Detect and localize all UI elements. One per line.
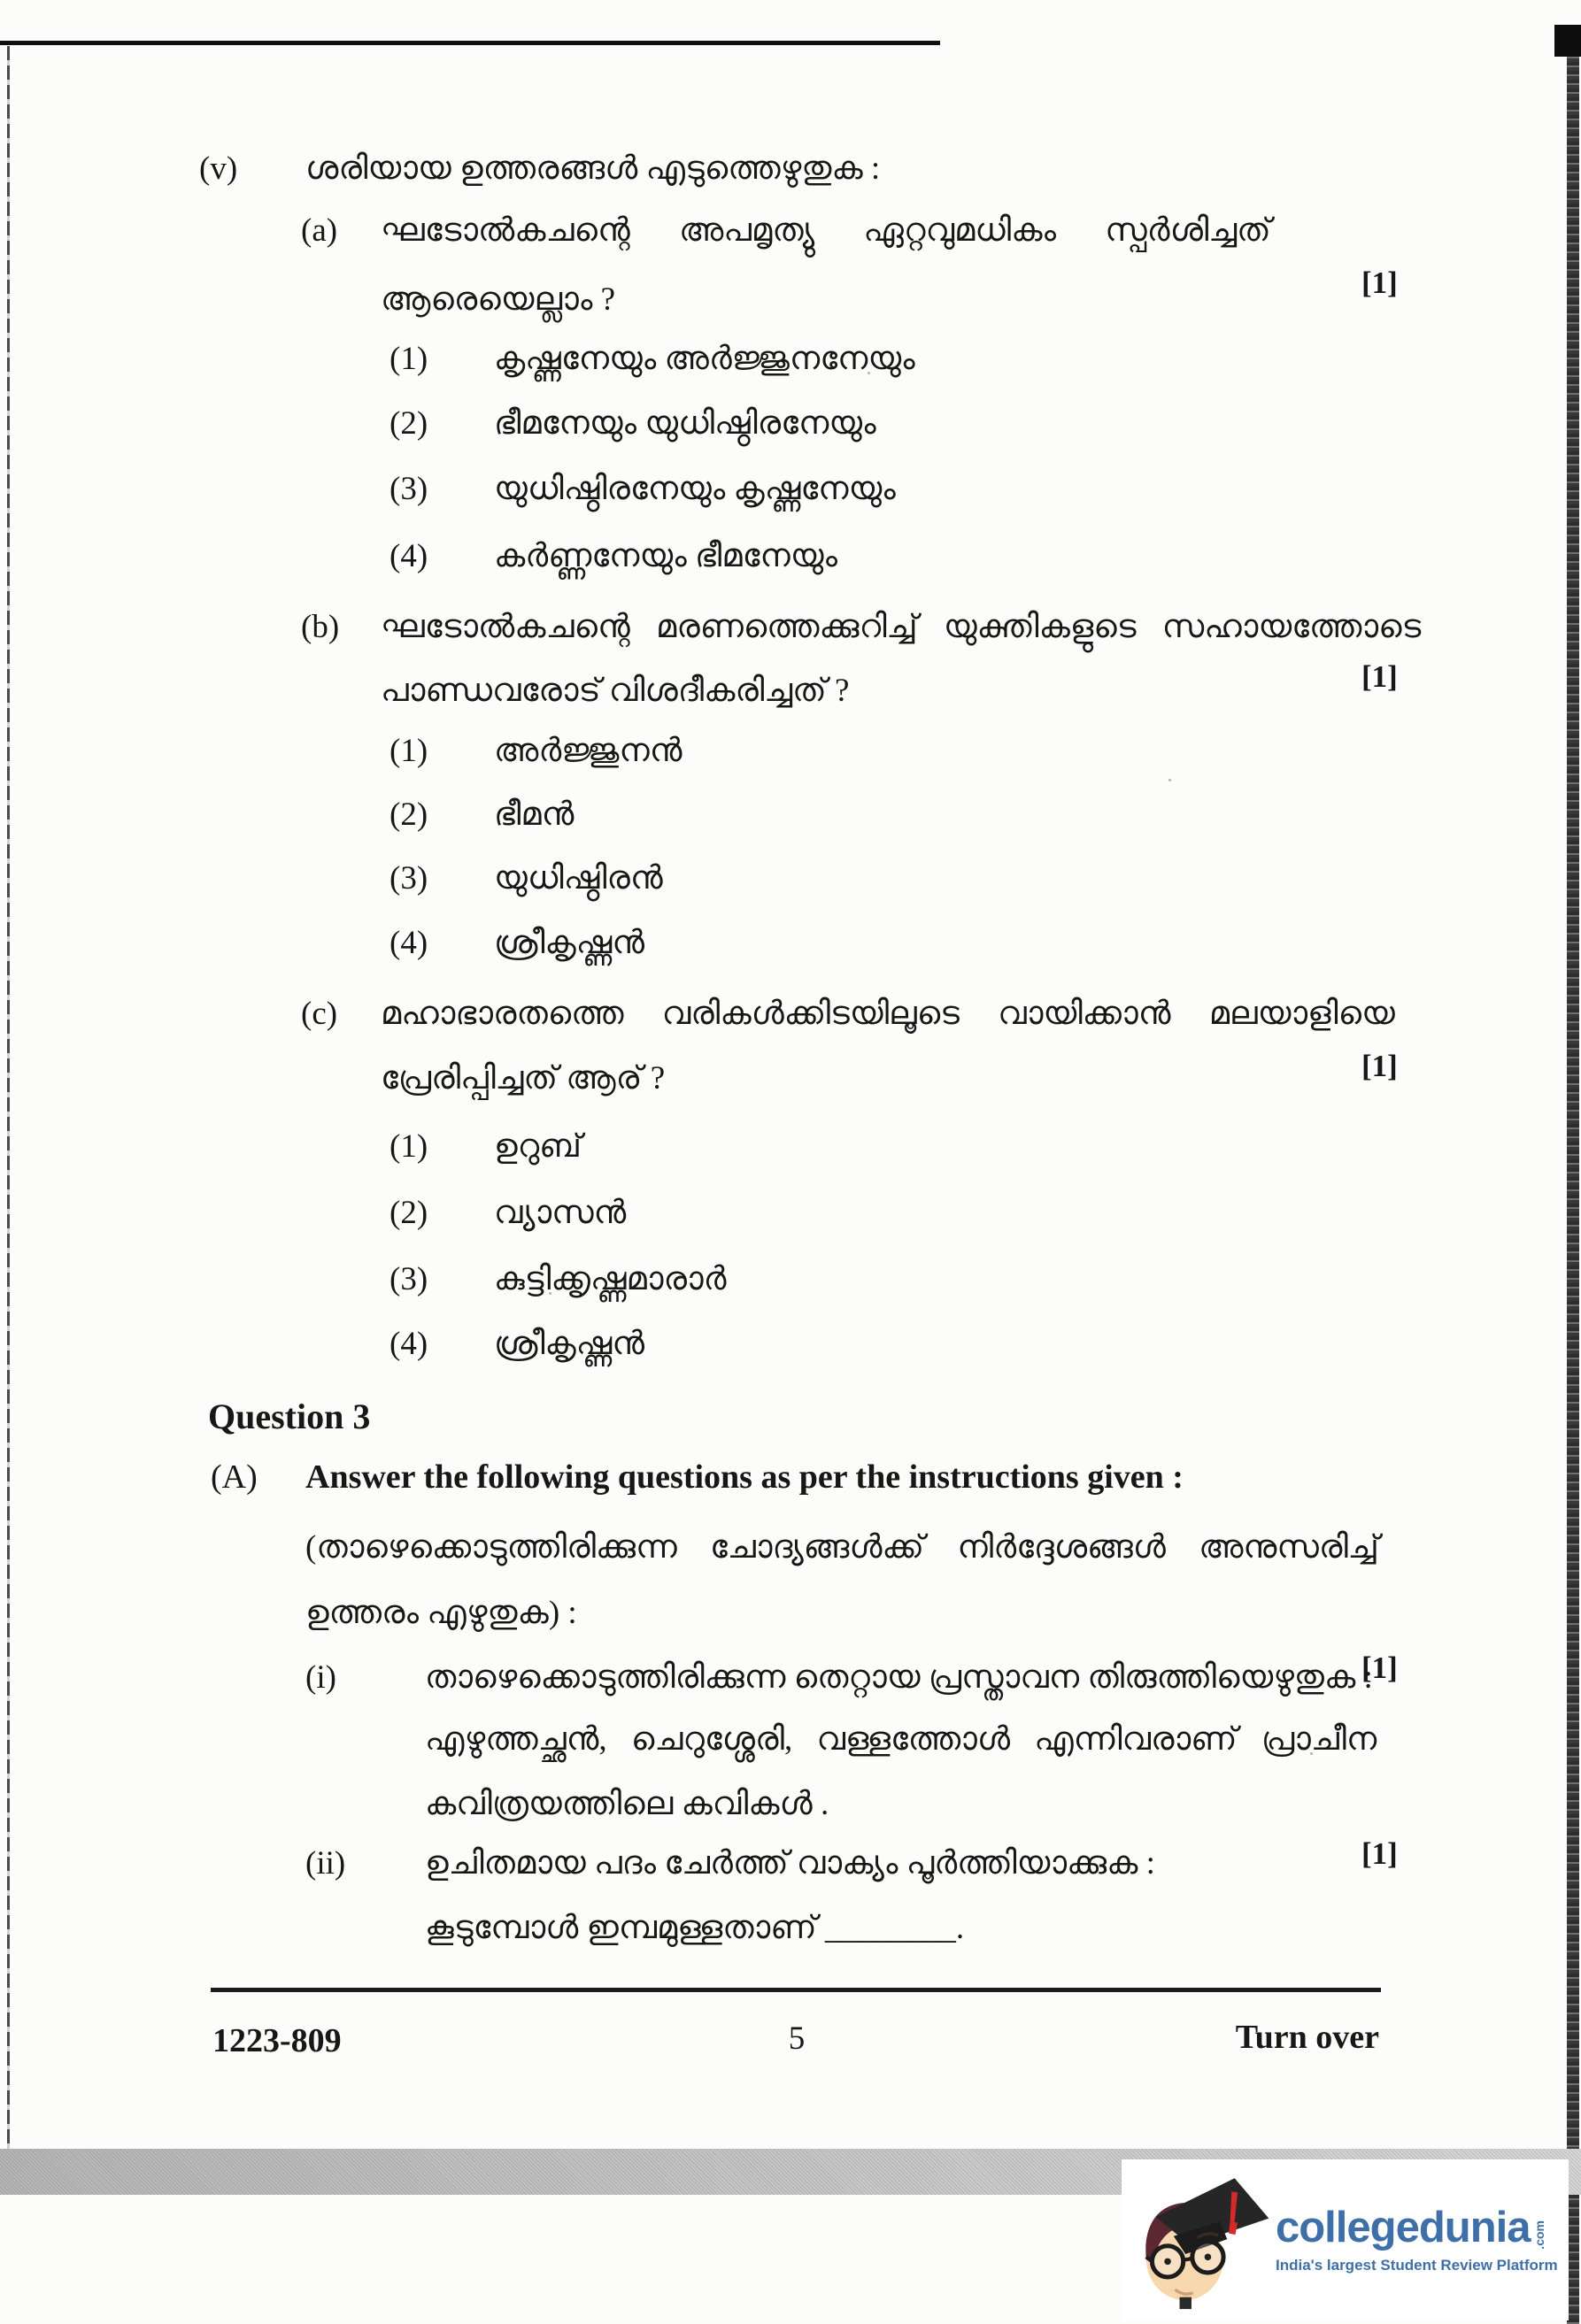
- option-b2-text: ഭീമൻ: [494, 796, 575, 833]
- section-v-title: ശരിയായ ഉത്തരങ്ങൾ എടുത്തെഴുതുക :: [305, 150, 881, 187]
- instruction-ml-text2: ഉത്തരം എഴുതുക) :: [305, 1595, 577, 1631]
- option-c2: [389, 1195, 626, 1233]
- item-i-line3: [425, 1786, 829, 1824]
- option-a1-num: (1): [389, 341, 428, 377]
- item-i-text1: താഴെക്കൊടുത്തിരിക്കുന്ന തെറ്റായ പ്രസ്താവന തിരുത്തിയെഴുതുക :: [425, 1659, 1373, 1696]
- item-i-marks: [1]: [1361, 1651, 1398, 1685]
- question-c-text: മഹാഭാരതത്തെ വരികൾക്കിടയിലൂടെ വായിക്കാൻ മലയാളിയെ: [381, 996, 1395, 1032]
- item-i-line2: [425, 1721, 1377, 1759]
- option-c4: [389, 1326, 644, 1364]
- option-c4-num: (4): [389, 1326, 428, 1362]
- option-b1-num: (1): [389, 733, 428, 769]
- question-c-marks: [1]: [1361, 1049, 1398, 1083]
- section-v-row: [199, 150, 880, 189]
- item-i-line1: [305, 1659, 1373, 1697]
- scan-edge-left: [7, 46, 10, 2149]
- option-a3-num: (3): [389, 471, 428, 507]
- option-a1-text: കൃഷ്ണനേയും അർജ്ജുനനേയും: [494, 341, 915, 377]
- question-b-line1: [301, 609, 1421, 647]
- question-c-label: (c): [301, 996, 338, 1032]
- question-b-label: (b): [301, 609, 340, 645]
- option-b4-text: ശ്രീകൃഷ്ണൻ: [494, 925, 645, 961]
- part-a-instruction-en: Answer the following questions as per the instructions given :: [305, 1458, 1184, 1496]
- question-b-text: ഘടോൽകചന്റെ മരണത്തെക്കുറിച്ച് യുക്തികളുടെ സഹായത്തോടെ: [381, 609, 1422, 645]
- item-ii-line1: [305, 1845, 1155, 1883]
- scan-edge-top: [0, 41, 940, 45]
- instruction-ml-text1: (താഴെക്കൊടുത്തിരിക്കുന്ന ചോദ്യങ്ങൾക്ക് നിർദ്ദേശങ്ങൾ അനുസരിച്ച്: [305, 1529, 1379, 1566]
- collegedunia-brand-suffix: .com: [1531, 2220, 1546, 2250]
- footer-rule: [211, 1988, 1381, 1992]
- instruction-ml-line1: [305, 1529, 1379, 1567]
- question-a-text: ഘടോൽകചന്റെ അപമൃത്യു ഏറ്റവുമധികം സ്പർശിച്ചത്: [381, 212, 1271, 249]
- option-b4-num: (4): [389, 925, 428, 961]
- option-c1-text: ഉറുബ്: [494, 1128, 582, 1165]
- option-c4-text: ശ്രീകൃഷ്ണൻ: [494, 1326, 645, 1362]
- item-i-text3: കവിത്രയത്തിലെ കവികൾ .: [425, 1786, 829, 1822]
- collegedunia-logo-text: [1276, 2203, 1558, 2274]
- collegedunia-mascot-icon: [1122, 2159, 1270, 2320]
- option-b2: [389, 796, 574, 835]
- page-number: 5: [788, 2020, 806, 2057]
- turn-over-label: Turn over: [1235, 2019, 1379, 2056]
- question3-heading: Question 3: [208, 1397, 371, 1436]
- question-a-label: (a): [301, 212, 338, 249]
- option-a1: [389, 341, 915, 379]
- question-a-marks: [1]: [1361, 265, 1398, 300]
- part-a-label: (A): [211, 1458, 258, 1496]
- option-a4: [389, 538, 837, 576]
- item-ii-label: (ii): [305, 1845, 346, 1882]
- question-a-line2: [381, 281, 615, 319]
- option-a3-text: യുധിഷ്ഠിരനേയും കൃഷ്ണനേയും: [494, 471, 896, 507]
- option-a4-text: കർണ്ണനേയും ഭീമനേയും: [494, 538, 838, 574]
- item-ii-text2: കൂടുമ്പോൾ ഇമ്പമുള്ളതാണ് ________.: [425, 1910, 965, 1946]
- scan-speck: [1168, 779, 1171, 781]
- collegedunia-watermark: [1122, 2159, 1569, 2320]
- question-b-text2: പാണ്ഡവരോട് വിശദീകരിച്ചത് ?: [381, 673, 850, 709]
- item-ii-marks: [1]: [1361, 1836, 1398, 1871]
- option-a2-text: ഭീമനേയും യുധിഷ്ഠിരനേയും: [494, 405, 876, 442]
- item-ii-text1: ഉചിതമായ പദം ചേർത്ത് വാക്യം പൂർത്തിയാക്കുക :: [425, 1845, 1155, 1882]
- option-c3-num: (3): [389, 1261, 428, 1297]
- collegedunia-tagline: India's largest Student Review Platform: [1276, 2256, 1558, 2274]
- option-a2-num: (2): [389, 405, 428, 442]
- option-c1: [389, 1128, 582, 1166]
- paper-code: 1223-809: [212, 2022, 342, 2059]
- item-i-label: (i): [305, 1659, 336, 1696]
- section-v-label: (v): [199, 150, 238, 187]
- option-b2-num: (2): [389, 796, 428, 833]
- question3-part-a-row: [211, 1458, 1184, 1497]
- option-c3-text: കുട്ടിക്കൃഷ്ണമാരാർ: [494, 1261, 727, 1297]
- option-b1: [389, 733, 683, 771]
- option-a4-num: (4): [389, 538, 428, 574]
- collegedunia-brand: collegedunia: [1276, 2203, 1531, 2251]
- option-a3: [389, 471, 896, 509]
- item-i-text2: എഴുത്തച്ഛൻ, ചെറുശ്ശേരി, വള്ളത്തോൾ എന്നിവരാണ് പ്രാചീന: [425, 1721, 1377, 1758]
- option-c2-num: (2): [389, 1195, 428, 1231]
- question-c-line2: [381, 1060, 665, 1098]
- option-a2: [389, 405, 876, 443]
- question-c-text2: പ്രേരിപ്പിച്ചത് ആര് ?: [381, 1060, 666, 1097]
- question-b-marks: [1]: [1361, 659, 1398, 694]
- option-c2-text: വ്യാസൻ: [494, 1195, 627, 1231]
- option-b1-text: അർജ്ജുനൻ: [494, 733, 683, 769]
- option-b3: [389, 860, 663, 898]
- option-c1-num: (1): [389, 1128, 428, 1165]
- option-b3-text: യുധിഷ്ഠിരൻ: [494, 860, 663, 897]
- item-ii-line2: [425, 1910, 964, 1948]
- option-c3: [389, 1261, 727, 1299]
- option-b3-num: (3): [389, 860, 428, 897]
- scan-edge-right: [1567, 27, 1579, 2324]
- instruction-ml-line2: [305, 1595, 577, 1633]
- question-b-line2: [381, 673, 849, 711]
- question-a-text2: ആരെയെല്ലാം ?: [381, 281, 615, 318]
- option-b4: [389, 925, 644, 963]
- question-c-line1: [301, 996, 1395, 1034]
- scan-edge-corner: [1554, 25, 1581, 57]
- question-a-line1: [301, 212, 1271, 250]
